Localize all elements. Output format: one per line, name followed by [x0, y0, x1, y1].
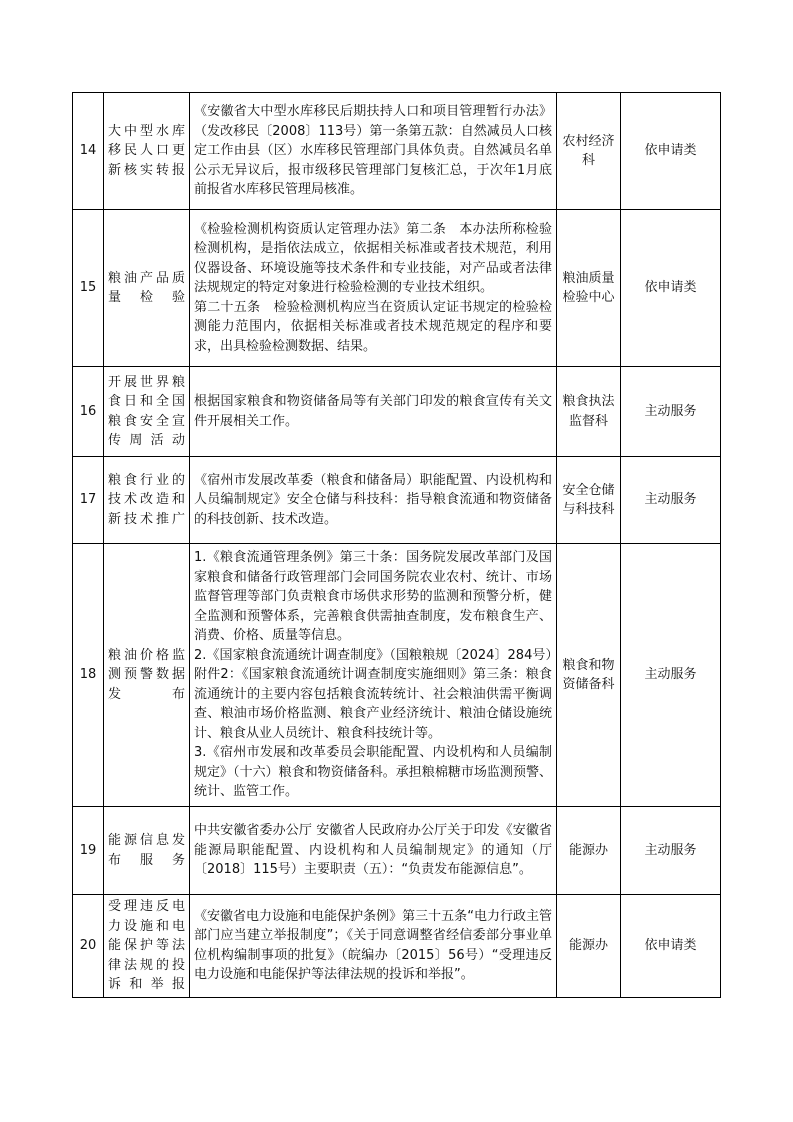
legal-basis: [190, 457, 557, 544]
table-row: [73, 807, 721, 895]
responsible-dept: 粮油质量检验中心: [557, 210, 621, 367]
basis-paragraph: 《宿州市发展改革委（粮食和储备局）职能配置、内设机构和人员编制规定》安全仓储与科技科：指导粮食流通和物资储备的科技创新、技术改造。: [194, 472, 552, 527]
responsible-dept: 能源办: [557, 807, 621, 895]
item-name: 粮油产品质量检验: [104, 210, 190, 367]
item-name: 大中型水库移民人口更新核实转报: [104, 93, 190, 210]
table-row: [73, 457, 721, 544]
item-type: 主动服务: [621, 544, 721, 807]
row-number: 15: [73, 210, 104, 367]
basis-paragraph: 《安徽省大中型水库移民后期扶持人口和项目管理暂行办法》（发改移民〔2008〕113号）第一条第五款：自然减员人口核定工作由县（区）水库移民管理部门具体负责。自然减员名单公示无异议后，报市级移民管理部门复核汇总，于次年1月底前报省水库移民管理局核准。: [194, 104, 552, 198]
table-row: [73, 367, 721, 457]
item-name: 受理违反电力设施和电能保护等法律法规的投诉和举报: [104, 895, 190, 998]
basis-paragraph: 根据国家粮食和物资储备局等有关部门印发的粮食宣传有关文件开展相关工作。: [194, 394, 552, 429]
legal-basis: [190, 93, 557, 210]
item-type: 依申请类: [621, 210, 721, 367]
item-type: 主动服务: [621, 457, 721, 544]
legal-basis: [190, 210, 557, 367]
item-name: 粮食行业的技术改造和新技术推广: [104, 457, 190, 544]
basis-paragraph: 2.《国家粮食流通统计调查制度》（国粮粮规〔2024〕284号）附件2：《国家粮食流通统计调查制度实施细则》第三条：粮食流通统计的主要内容包括粮食流转统计、社会粮油供需平衡调查、粮油市场价格监测、粮食产业经济统计、粮油仓储设施统计、粮食从业人员统计、粮食科技统计等。: [194, 647, 552, 741]
service-items-table: [72, 92, 721, 998]
row-number: 16: [73, 367, 104, 457]
item-name: 粮油价格监测预警数据发布: [104, 544, 190, 807]
responsible-dept: 粮食执法监督科: [557, 367, 621, 457]
item-type: 依申请类: [621, 93, 721, 210]
item-name: 开展世界粮食日和全国粮食安全宣传周活动: [104, 367, 190, 457]
basis-paragraph: 3.《宿州市发展和改革委员会职能配置、内设机构和人员编制规定》（十六）粮食和物资储备科。承担粮棉糖市场监测预警、统计、监管工作。: [194, 745, 552, 800]
legal-basis: [190, 895, 557, 998]
row-number: 14: [73, 93, 104, 210]
item-type: 依申请类: [621, 895, 721, 998]
basis-paragraph: 《检验检测机构资质认定管理办法》第二条 本办法所称检验检测机构，是指依法成立，依据相关标准或者技术规范，利用仪器设备、环境设施等技术条件和专业技能，对产品或者法律法规规定的特定对象进行检验检测的专业技术组织。: [194, 221, 552, 296]
item-type: 主动服务: [621, 367, 721, 457]
basis-paragraph: 1.《粮食流通管理条例》第三十条：国务院发展改革部门及国家粮食和储备行政管理部门会同国务院农业农村、统计、市场监督管理等部门负责粮食市场供求形势的监测和预警分析，健全监测和预警体系，完善粮食供需抽查制度，发布粮食生产、消费、价格、质量等信息。: [194, 550, 552, 644]
row-number: 19: [73, 807, 104, 895]
item-name: 能源信息发布服务: [104, 807, 190, 895]
table-row: [73, 895, 721, 998]
basis-paragraph: 中共安徽省委办公厅 安徽省人民政府办公厅关于印发《安徽省能源局职能配置、内设机构和人员编制规定》的通知（厅〔2018〕115号）主要职责（五）：“负责发布能源信息”。: [194, 823, 552, 878]
row-number: 18: [73, 544, 104, 807]
responsible-dept: 农村经济科: [557, 93, 621, 210]
row-number: 20: [73, 895, 104, 998]
legal-basis: [190, 544, 557, 807]
item-type: 主动服务: [621, 807, 721, 895]
responsible-dept: 能源办: [557, 895, 621, 998]
responsible-dept: 粮食和物资储备科: [557, 544, 621, 807]
basis-paragraph: 《安徽省电力设施和电能保护条例》第三十五条“电力行政主管部门应当建立举报制度”；《关于同意调整省经信委部分事业单位机构编制事项的批复》（皖编办〔2015〕56号）“受理违反电力设施和电能保护等法律法规的投诉和举报”。: [194, 908, 552, 983]
legal-basis: [190, 807, 557, 895]
table-row: [73, 210, 721, 367]
responsible-dept: 安全仓储与科技科: [557, 457, 621, 544]
row-number: 17: [73, 457, 104, 544]
legal-basis: [190, 367, 557, 457]
basis-paragraph: 第二十五条 检验检测机构应当在资质认定证书规定的检验检测能力范围内，依据相关标准或者技术规范规定的程序和要求，出具检验检测数据、结果。: [194, 299, 552, 354]
table-row: [73, 544, 721, 807]
table-row: [73, 93, 721, 210]
